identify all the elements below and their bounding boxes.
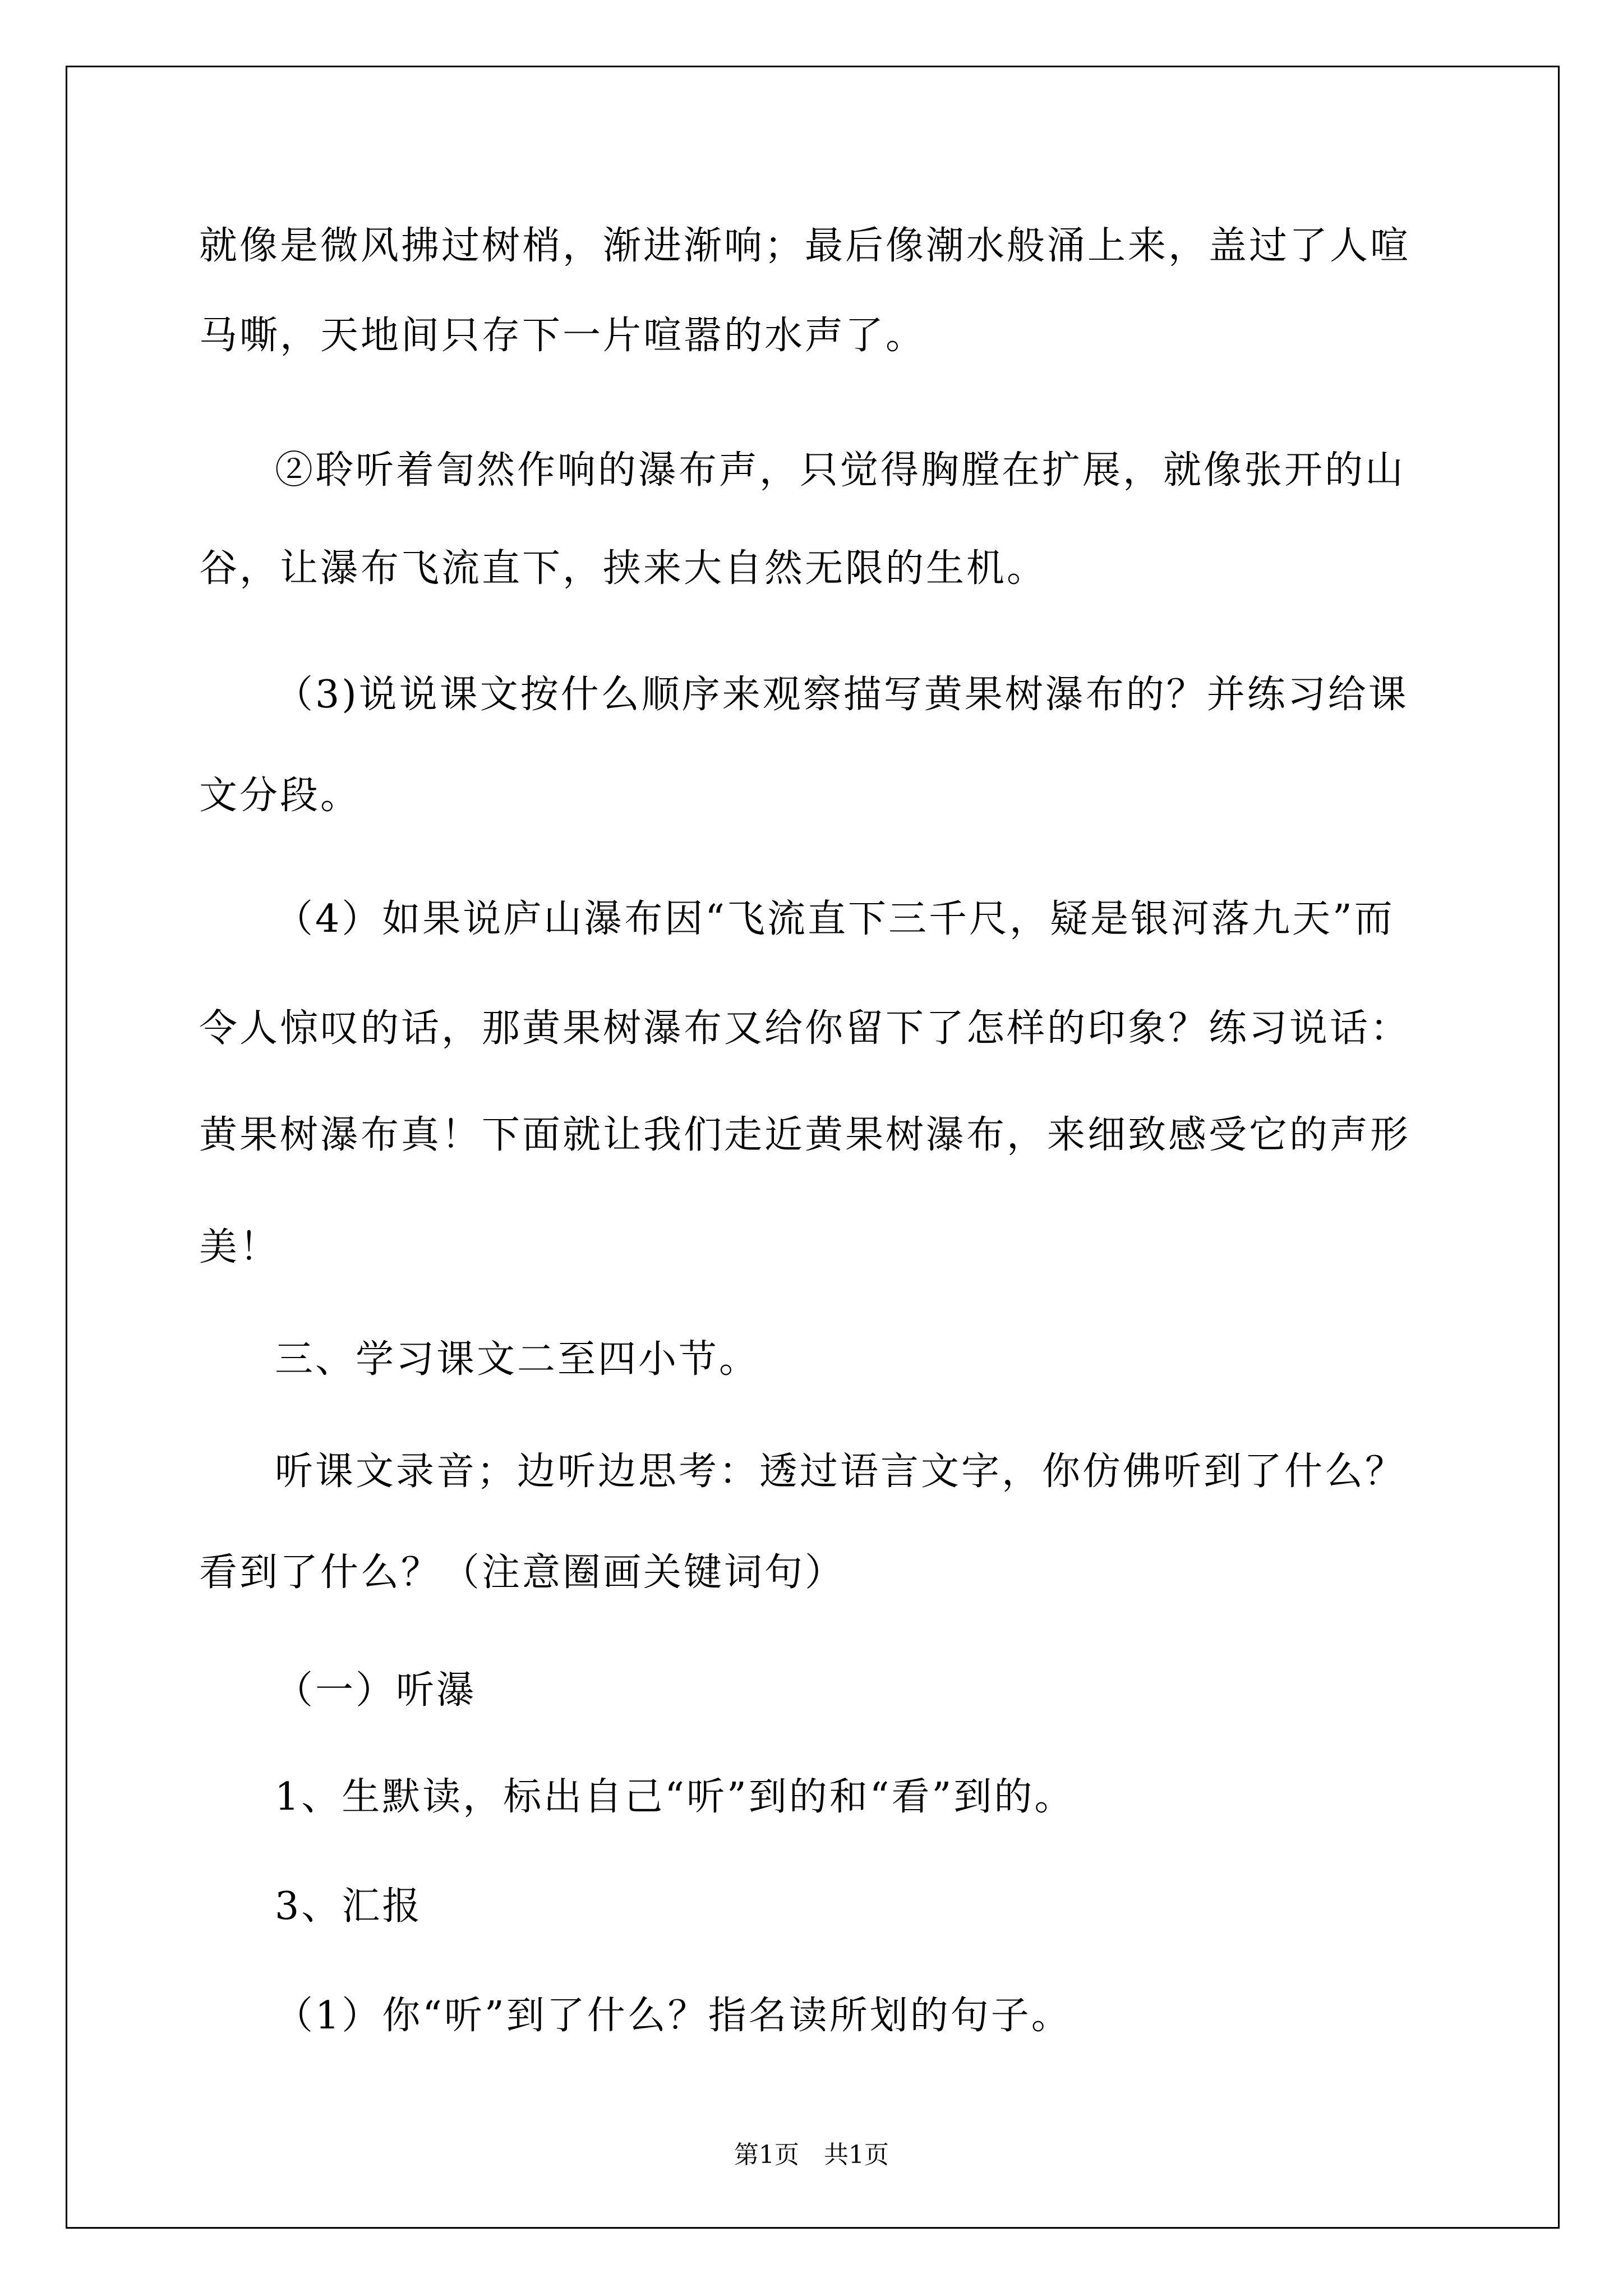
text-line: 黄果树瀑布真！下面就让我们走近黄果树瀑布，来细致感受它的声形 (199, 1113, 1411, 1157)
text-line: （1）你“听”到了什么？指名读所划的句子。 (275, 1994, 1072, 2038)
text-line: 谷，让瀑布飞流直下，挟来大自然无限的生机。 (199, 546, 1048, 591)
text-line: 听课文录音；边听边思考：透过语言文字，你仿佛听到了什么？ (275, 1450, 1406, 1494)
text-line: 3、汇报 (275, 1884, 423, 1929)
text-line: 美！ (199, 1225, 280, 1269)
text-line: 马嘶，天地间只存下一片喧嚣的水声了。 (199, 314, 926, 358)
text-line: 就像是微风拂过树梢，渐进渐响；最后像潮水般涌上来，盖过了人喧 (199, 224, 1411, 268)
subsection-heading: （一）听瀑 (275, 1668, 477, 1713)
section-heading: 三、学习课文二至四小节。 (275, 1337, 760, 1382)
text-line: 看到了什么？（注意圈画关键词句） (199, 1550, 846, 1595)
text-line: 文分段。 (199, 774, 361, 818)
text-line: （4）如果说庐山瀑布因“飞流直下三千尺，疑是银河落九天”而 (275, 897, 1395, 941)
text-line: 令人惊叹的话，那黄果树瀑布又给你留下了怎样的印象？练习说话： (199, 1006, 1411, 1051)
page-footer: 第1页 共1页 (734, 2141, 889, 2169)
text-line: 1、生默读，标出自己“听”到的和“看”到的。 (275, 1775, 1075, 1819)
text-line: ②聆听着訇然作响的瀑布声，只觉得胸膛在扩展，就像张开的山 (275, 448, 1406, 493)
text-line: （3)说说课文按什么顺序来观察描写黄果树瀑布的？并练习给课 (275, 673, 1409, 717)
